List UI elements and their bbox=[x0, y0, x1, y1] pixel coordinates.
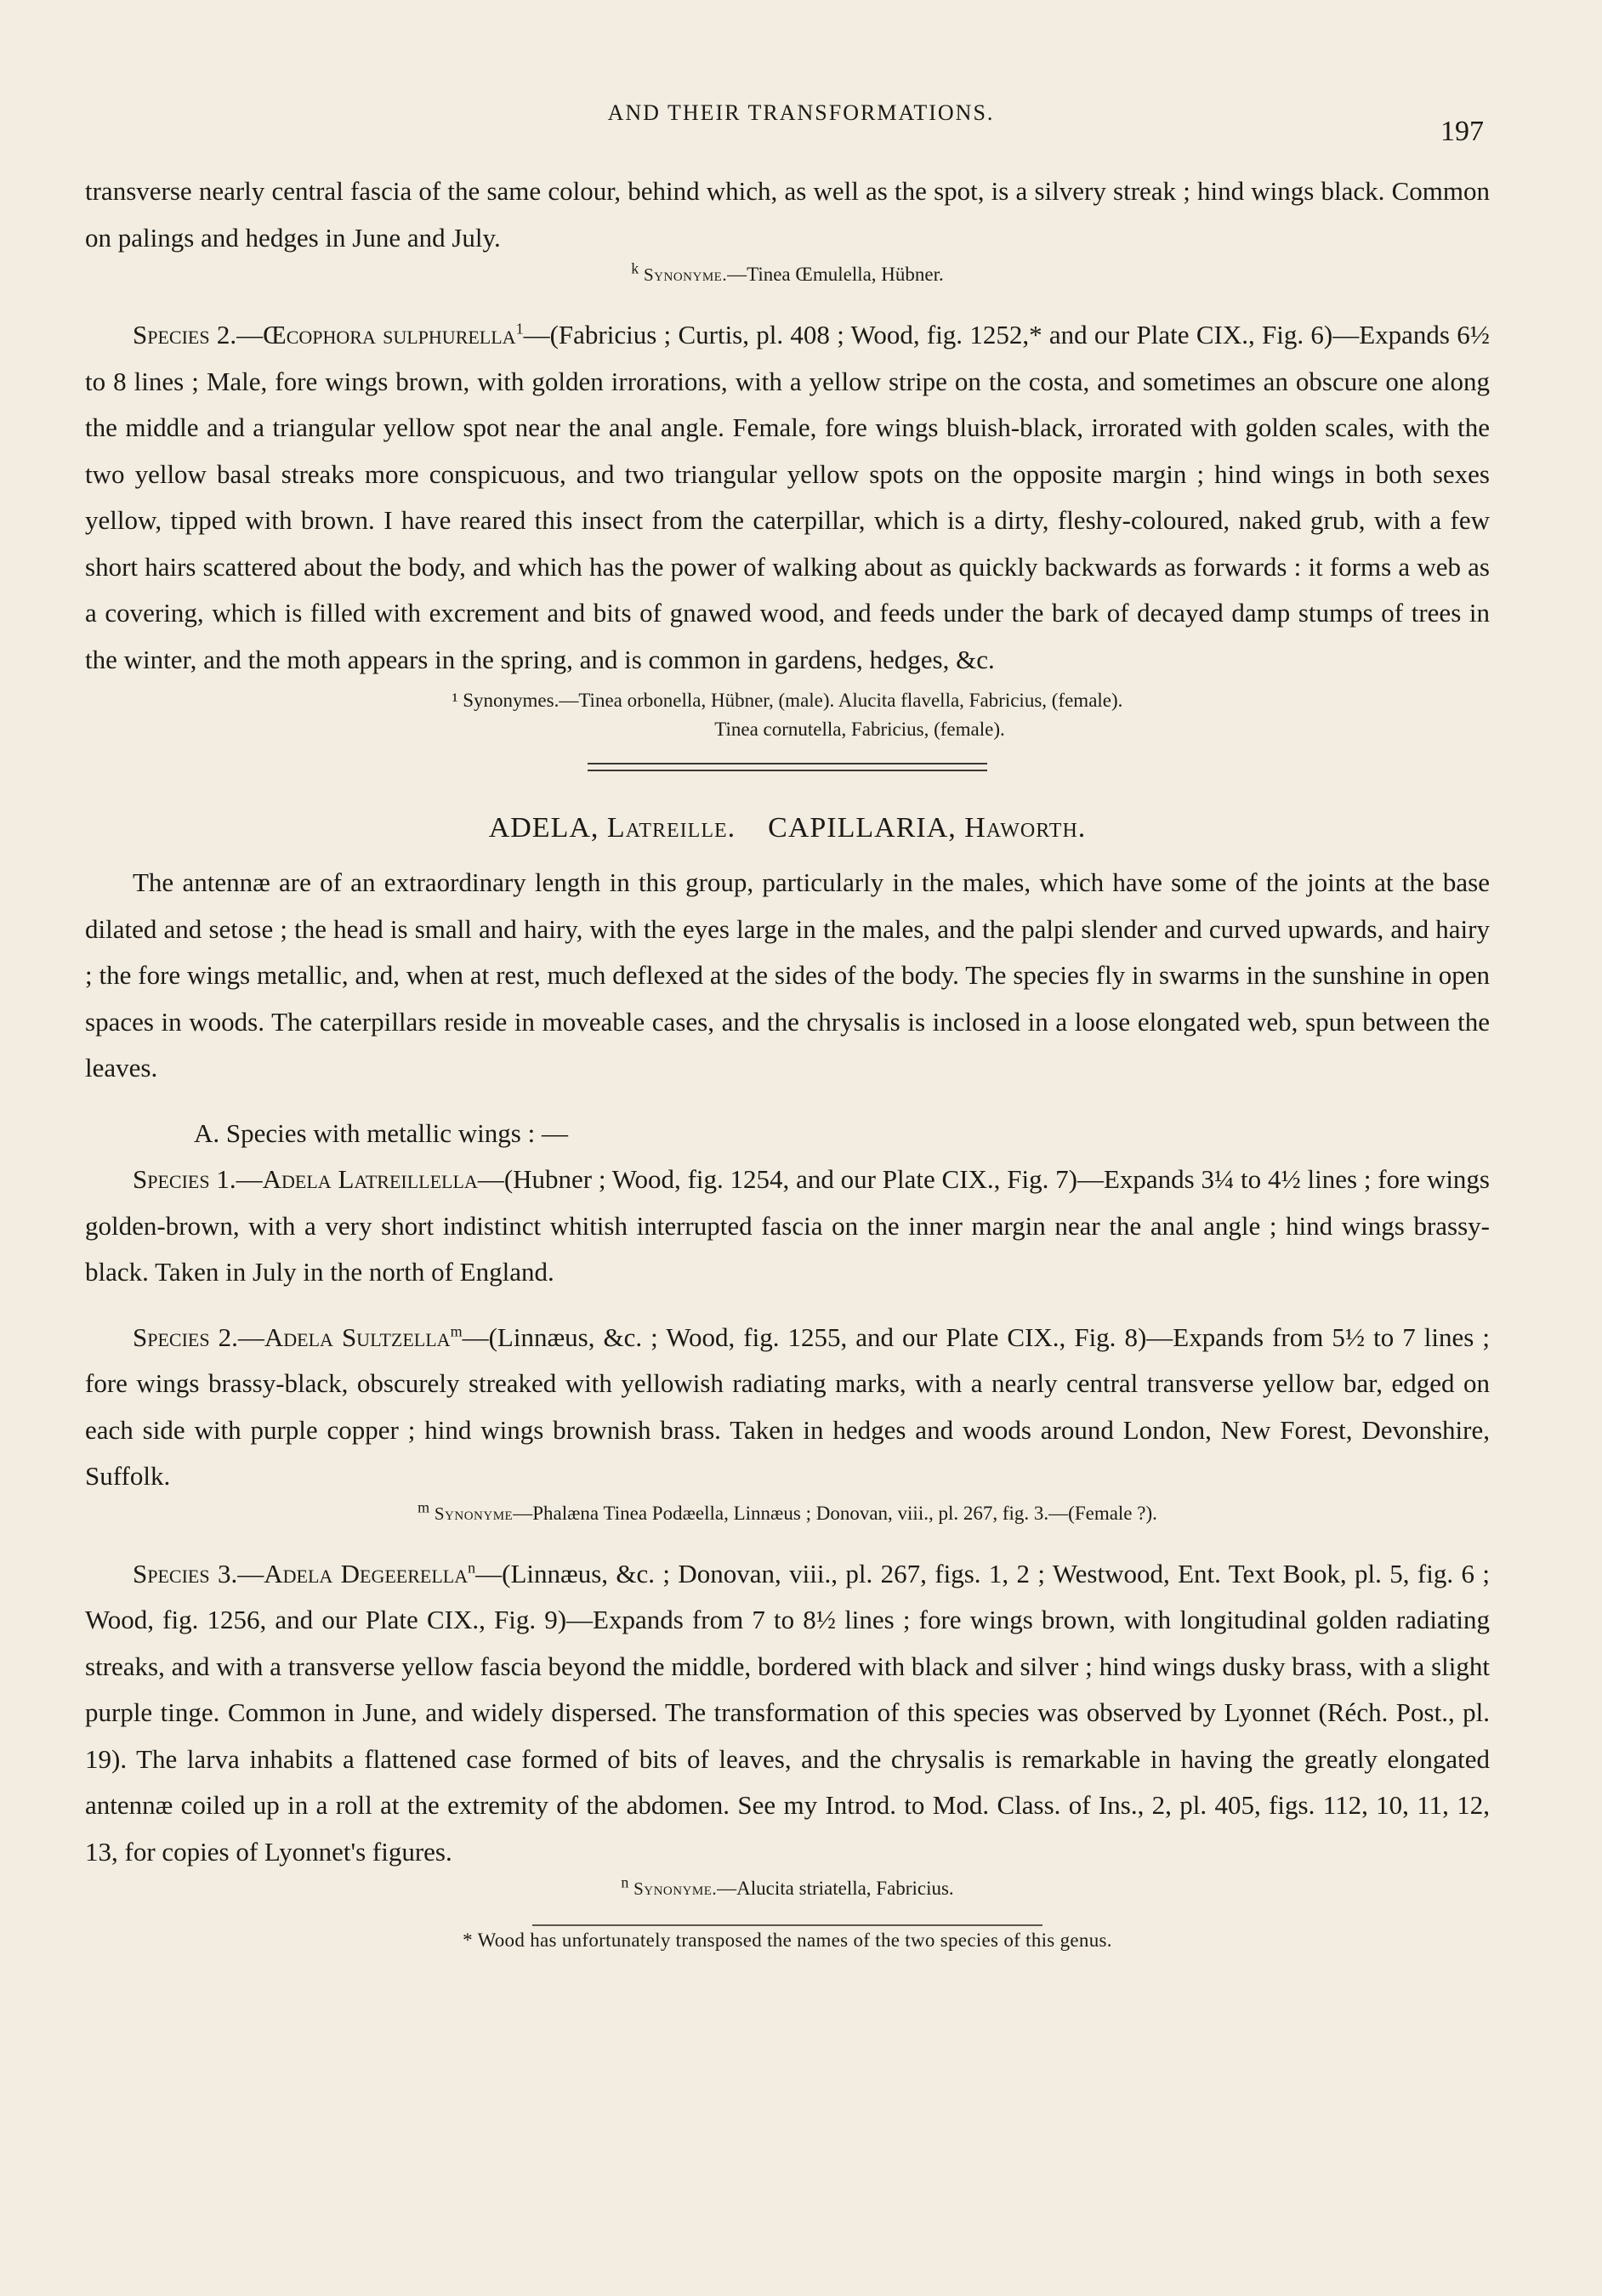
synonym-label: Synonyme bbox=[434, 1503, 514, 1524]
species-name: —Adela Degeerella bbox=[237, 1558, 469, 1588]
species-text: —(Fabricius ; Curtis, pl. 408 ; Wood, fig. 1252,* and our Plate CIX., Fig. 6)—Expands 6½ to 8 lines ; Male, fore wings brown, with golden irrorations, with a yellow stripe on the costa, and sometimes an obscure one along the middle and a triangular yellow spot near the anal angle. Female, fore wings bluish-black, irrorated with golden scales, with the two yellow basal streaks more conspicuous, and two triangular yellow spots on the opposite margin ; hind wings in both sexes yellow, tipped with brown. I have reared this insect from the caterpillar, which is a dirty, fleshy-coloured, naked grub, with a few short hairs scattered about the body, and which has the power of walking about as quickly backwards as forwards : it forms a web as a covering, which is filled with excrement and bits of gnawed wood, and feeds under the bark of decayed damp stumps of trees in the winter, and the moth appears in the spring, and is common in gardens, hedges, &c. bbox=[85, 320, 1490, 674]
species-text: —(Linnæus, &c. ; Donovan, viii., pl. 267, figs. 1, 2 ; Westwood, Ent. Text Book, pl. 5, fig. 6 ; Wood, fig. 1256, and our Plate CIX., Fig. 9)—Expands from 7 to 8½ lines ; fore wings brown, with longitudinal golden radiating streaks, and with a transverse yellow fascia beyond the middle, bordered with black and silver ; hind wings dusky brass, with a slight purple tinge. Common in June, and widely dispersed. The transformation of this species was observed by Lyonnet (Réch. Post., pl. 19). The larva inhabits a flattened case formed of bits of leaves, and the chrysalis is remarkable in having the greatly elongated antennæ coiled up in a roll at the extremity of the abdomen. See my Introd. to Mod. Class. of Ins., 2, pl. 405, figs. 112, 10, 11, 12, 13, for copies of Lyonnet's figures. bbox=[85, 1558, 1491, 1867]
running-head: AND THEIR TRANSFORMATIONS. bbox=[607, 100, 995, 125]
synonym-text: —Tinea Œmulella, Hübner. bbox=[727, 264, 944, 285]
species-paragraph-2 bbox=[85, 1315, 1490, 1500]
species-label: Species 3. bbox=[133, 1558, 238, 1588]
genus-description: The antennæ are of an extraordinary length in this group, particularly in the males, which have some of the joints at the base dilated and setose ; the head is small and hairy, with the eyes large in the males, and the palpi slender and curved upwards, and hairy ; the fore wings metallic, and, when at rest, much deflexed at the sides of the body. The species fly in swarms in the sunshine in open spaces in woods. The caterpillars reside in moveable cases, and the chrysalis is inclosed in a loose elongated web, spun between the leaves. bbox=[85, 867, 1490, 1083]
footnote-mark: m bbox=[450, 1322, 463, 1340]
footnote-mark: 1 bbox=[515, 320, 524, 338]
page-body bbox=[85, 168, 1490, 1955]
synonym-n bbox=[85, 1875, 1490, 1902]
species-text: —(Linnæus, &c. ; Wood, fig. 1255, and our Plate CIX., Fig. 8)—Expands from 5½ to 7 lines ; fore wings brassy-black, obscurely streaked with yellowish radiating marks, with a nearly central transverse yellow bar, edged on each side with purple copper ; hind wings brownish brass. Taken in hedges and woods around London, New Forest, Devonshire, Suffolk. bbox=[85, 1321, 1490, 1491]
synonym-text: —Alucita striatella, Fabricius. bbox=[717, 1878, 954, 1899]
synonym-line-2: Tinea cornutella, Fabricius, (female). bbox=[714, 719, 1005, 740]
synonym-label: Synonyme. bbox=[633, 1878, 718, 1899]
page-number: 197 bbox=[1440, 116, 1484, 147]
species-name: —Adela Latreillella bbox=[236, 1164, 478, 1194]
heading-alt-author: Haworth. bbox=[964, 812, 1087, 844]
heading-genus-author: Latreille. bbox=[606, 812, 736, 844]
species-name: —Adela Sultzella bbox=[237, 1321, 451, 1352]
synonym-text: —Phalæna Tinea Podæella, Linnæus ; Donovan, viii., pl. 267, fig. 3.—(Female ?). bbox=[513, 1502, 1157, 1524]
synonym-k bbox=[85, 261, 1490, 288]
species-paragraph-oecophora bbox=[85, 312, 1490, 683]
footnote-mark: n bbox=[468, 1559, 476, 1577]
footnote-mark: k bbox=[631, 259, 639, 277]
species-paragraph-3 bbox=[85, 1551, 1490, 1876]
synonym-line-1: ¹ Synonymes.—Tinea orbonella, Hübner, (male). Alucita flavella, Fabricius, (female). bbox=[452, 690, 1123, 711]
heading-genus: ADELA, bbox=[488, 812, 599, 844]
section-heading bbox=[85, 805, 1490, 851]
species-text: —(Hubner ; Wood, fig. 1254, and our Plate CIX., Fig. 7)—Expands 3¼ to 4½ lines ; fore wings golden-brown, with a very short indistinct whitish interrupted fascia on the inner margin near the anal angle ; hind wings brassy-black. Taken in July in the north of England. bbox=[85, 1164, 1490, 1287]
heading-alt: CAPILLARIA, bbox=[768, 812, 957, 844]
footnote-mark: n bbox=[621, 1873, 629, 1891]
page-footnote: * Wood has unfortunately transposed the names of the two species of this genus. bbox=[463, 1929, 1112, 1951]
synonym-m bbox=[85, 1500, 1490, 1527]
species-label: Species 2. bbox=[133, 1321, 238, 1352]
species-label: Species 1. bbox=[133, 1164, 236, 1194]
species-label: Species 2. bbox=[133, 320, 237, 350]
synonyms-oecophora bbox=[85, 686, 1490, 744]
species-name: —Œcophora sulphurella bbox=[236, 320, 516, 350]
intro-tail-paragraph: transverse nearly central fascia of the same colour, behind which, as well as the spot, is a silvery streak ; hind wings black. Common on palings and hedges in June and July. bbox=[85, 176, 1490, 253]
footnote-mark: m bbox=[418, 1498, 430, 1515]
subheading-metallic: A. Species with metallic wings : — bbox=[194, 1117, 568, 1148]
section-divider bbox=[588, 763, 987, 771]
synonym-label: Synonyme. bbox=[643, 264, 728, 285]
species-paragraph-1 bbox=[85, 1157, 1490, 1296]
